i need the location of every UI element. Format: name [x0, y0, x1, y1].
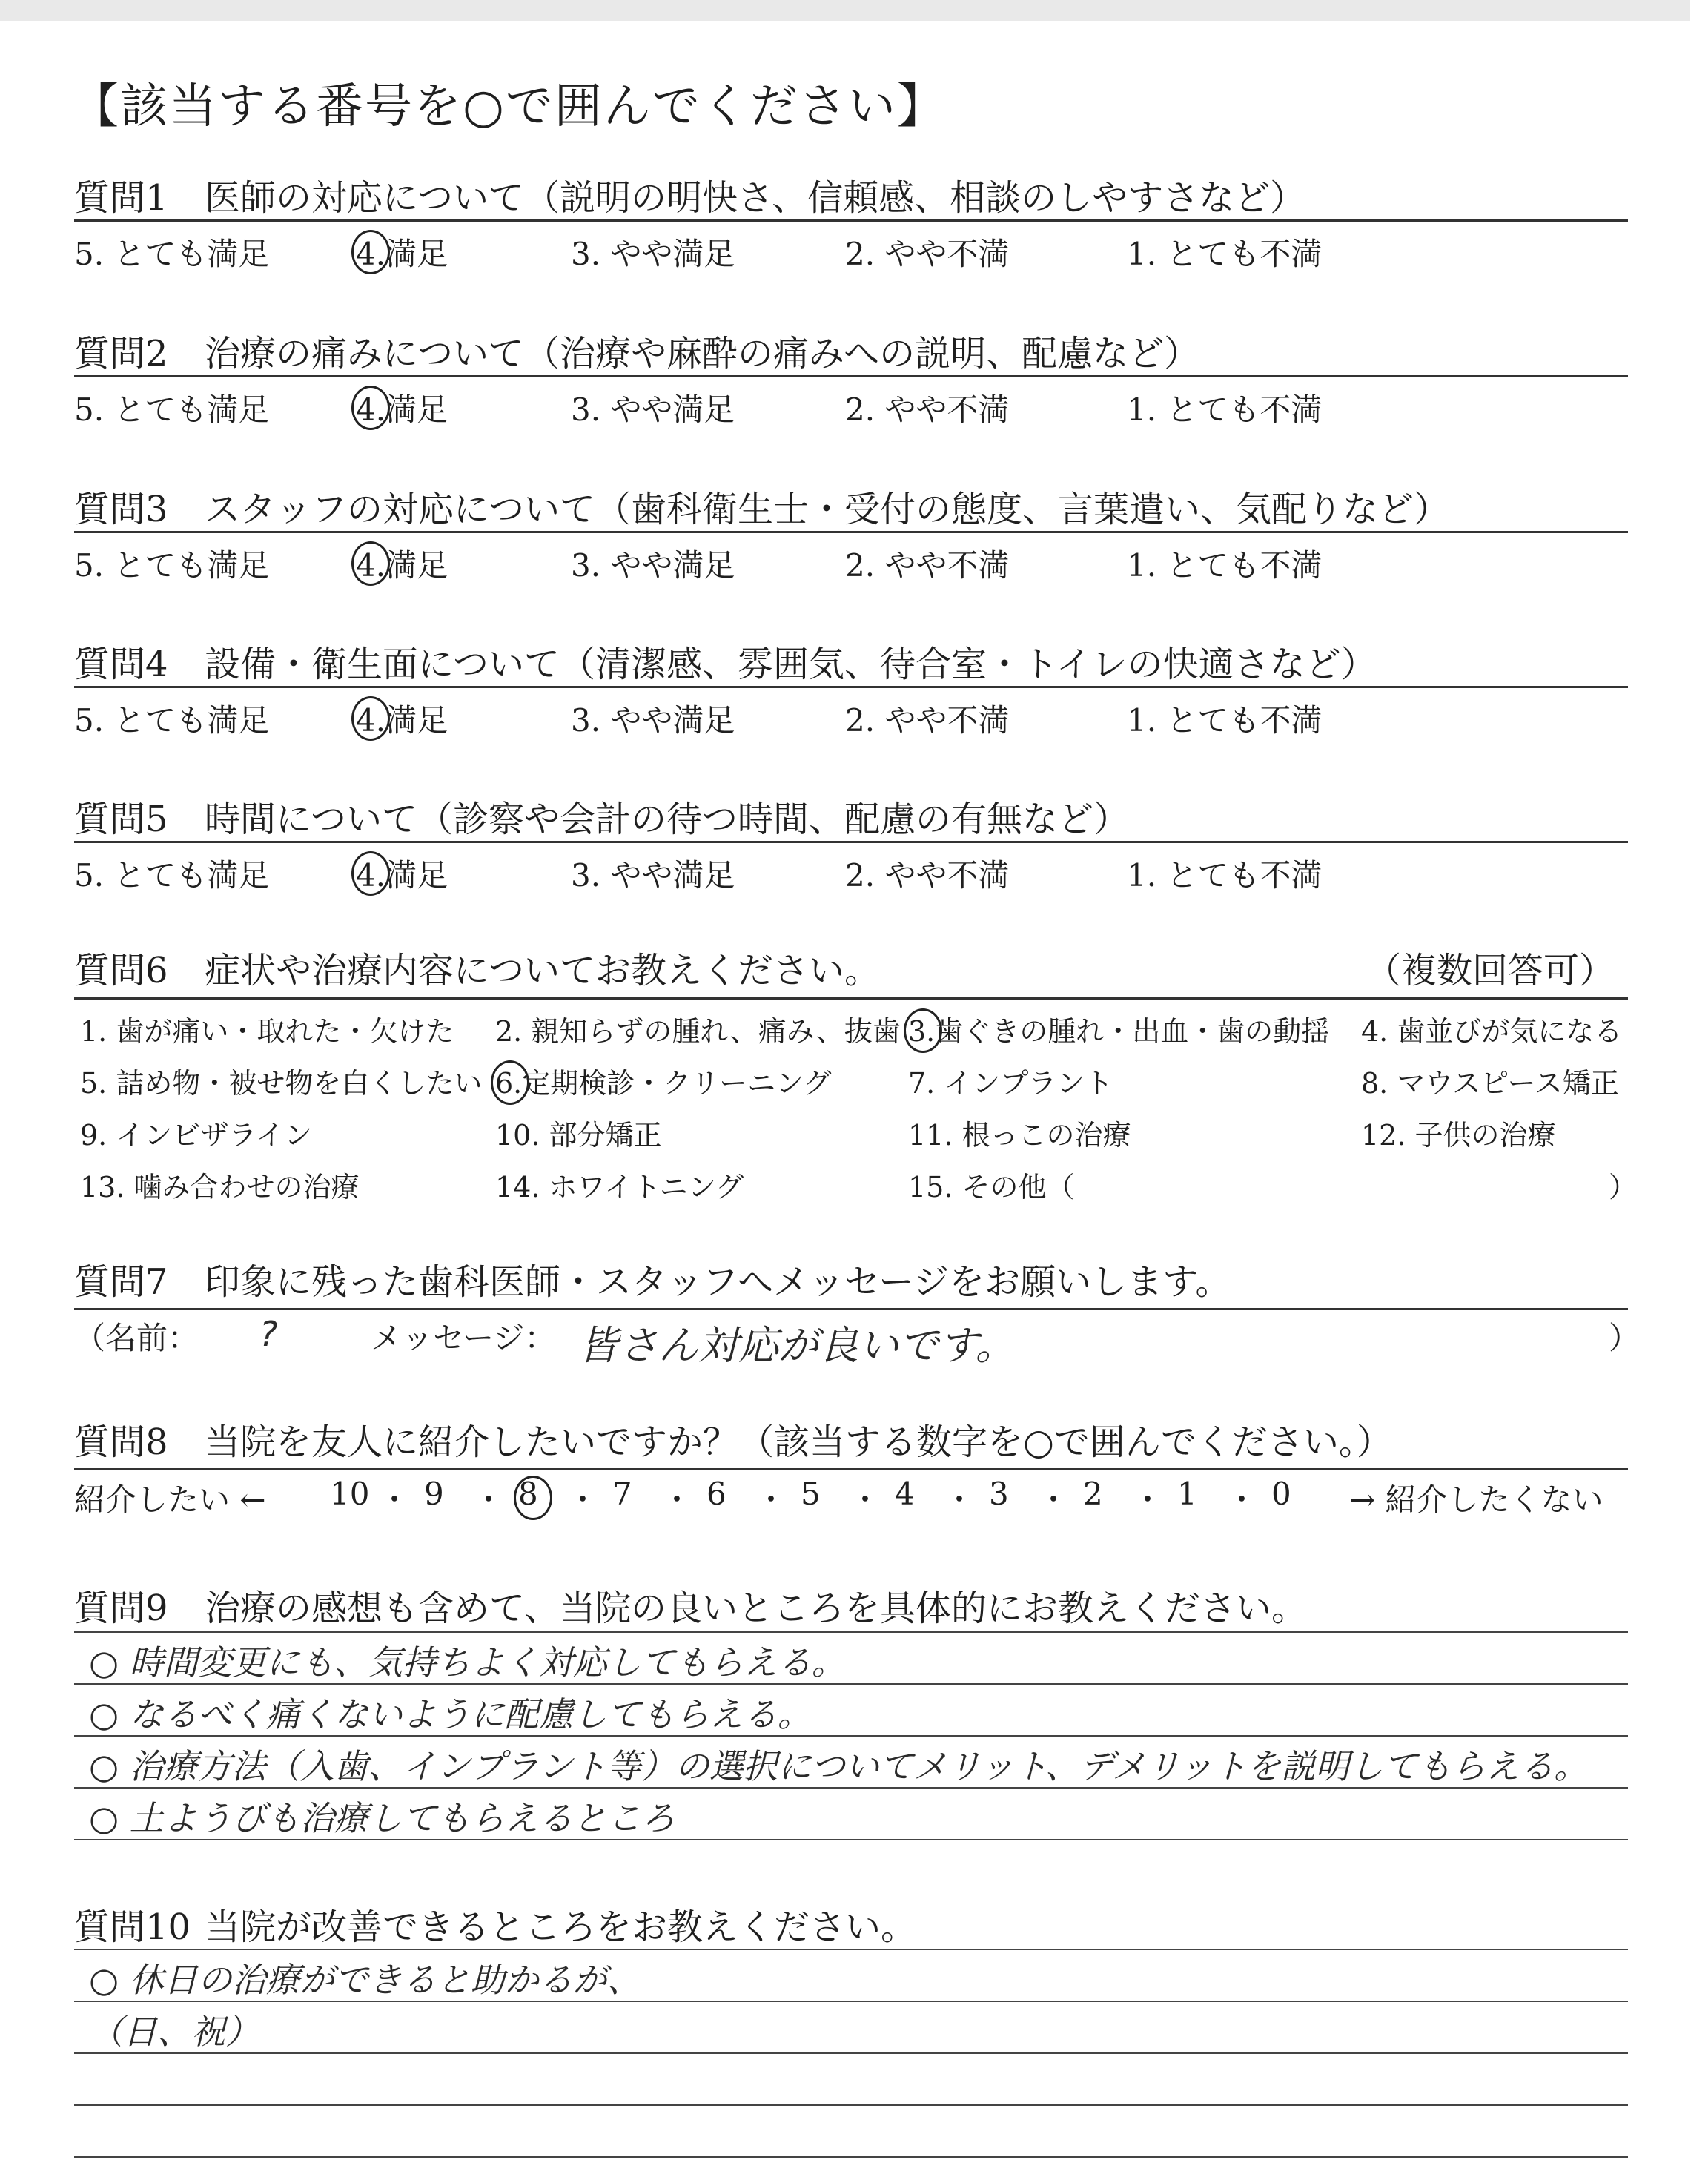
scale-right-label: → 紹介したくない — [1349, 1482, 1603, 1518]
symptom-option[interactable]: 13. 噛み合わせの治療 — [80, 1171, 360, 1203]
message-label: メッセージ： — [371, 1320, 556, 1356]
handwritten-answer: ○ 土ようびも治療してもらえるところ — [89, 1798, 675, 1838]
satisfaction-option[interactable]: 1. とても不満 — [1127, 857, 1323, 894]
question-3-title — [74, 480, 1449, 532]
scale-value[interactable]: 9 — [424, 1476, 444, 1512]
satisfaction-options — [74, 851, 1409, 896]
symptom-option[interactable]: 4. 歯並びが気になる — [1361, 1015, 1623, 1048]
question-8-title — [74, 1413, 1392, 1464]
handwritten-answer: （日、祝） — [89, 2012, 259, 2052]
question-text: 治療の感想も含めて、当院の良いところを具体的にお教えください。 — [205, 1588, 1308, 1629]
satisfaction-options — [74, 386, 1409, 430]
symptom-option[interactable]: 7. インプラント — [908, 1067, 1113, 1100]
scale-value[interactable]: 4 — [895, 1476, 915, 1512]
satisfaction-options — [74, 230, 1409, 274]
question-2-title — [74, 325, 1199, 376]
question-7-title — [74, 1253, 1231, 1304]
symptom-option[interactable]: 2. 親知らずの腫れ、痛み、抜歯 — [495, 1015, 901, 1048]
other-close-paren: ） — [1609, 1171, 1638, 1203]
question-2-rule — [74, 375, 1628, 377]
question-number: 質問10 — [74, 1906, 191, 1948]
symptom-option[interactable]: 6.定期検診・クリーニング — [495, 1060, 832, 1101]
satisfaction-option[interactable]: 3. やや満足 — [571, 236, 735, 272]
scale-left-label: 紹介したい ← — [74, 1482, 266, 1518]
symptom-option[interactable]: 11. 根っこの治療 — [908, 1119, 1131, 1152]
answer-line — [74, 1949, 1628, 1950]
question-4-title — [74, 635, 1377, 687]
handwritten-answer: ○ 休日の治療ができると助かるが、 — [89, 1960, 641, 2000]
name-label: （名前： — [74, 1320, 199, 1356]
scale-separator: ・ — [850, 1482, 881, 1518]
question-number: 質問2 — [74, 333, 168, 374]
question-number: 質問7 — [74, 1261, 168, 1303]
question-6-note: （複数回答可） — [1366, 950, 1615, 991]
question-number: 質問5 — [74, 799, 168, 840]
satisfaction-option[interactable]: 2. やや不満 — [845, 547, 1010, 584]
message-close-paren: ） — [1609, 1320, 1641, 1356]
satisfaction-option[interactable]: 1. とても不満 — [1127, 547, 1323, 584]
question-8-rule — [74, 1468, 1628, 1470]
scale-separator: ・ — [379, 1482, 411, 1518]
answer-line — [74, 2104, 1628, 2106]
satisfaction-option[interactable]: 4.満足 — [356, 386, 448, 430]
scale-value[interactable]: 10 — [330, 1476, 370, 1512]
recommend-scale — [74, 1476, 1631, 1520]
symptom-option[interactable]: 10. 部分矯正 — [495, 1119, 662, 1152]
question-number: 質問8 — [74, 1421, 168, 1463]
question-3-rule — [74, 531, 1628, 533]
satisfaction-option[interactable]: 5. とても満足 — [74, 702, 270, 739]
symptom-option[interactable]: 3.歯ぐきの腫れ・出血・歯の動揺 — [908, 1008, 1329, 1049]
question-number: 質問6 — [74, 950, 168, 991]
question-4-rule — [74, 686, 1628, 688]
question-number: 質問9 — [74, 1588, 168, 1629]
question-6-rule — [74, 997, 1628, 1000]
question-number: 質問1 — [74, 177, 168, 219]
satisfaction-option[interactable]: 4.満足 — [356, 696, 448, 741]
question-5-title — [74, 790, 1129, 842]
question-text: 印象に残った歯科医師・スタッフへメッセージをお願いします。 — [205, 1261, 1231, 1303]
scale-value[interactable]: 0 — [1271, 1476, 1291, 1512]
symptom-option[interactable]: 5. 詰め物・被せ物を白くしたい — [80, 1067, 483, 1100]
satisfaction-option[interactable]: 1. とても不満 — [1127, 702, 1323, 739]
handwritten-answer: ○ 治療方法（入歯、インプラント等）の選択についてメリット、デメリットを説明してもらえる。 — [89, 1746, 1589, 1786]
scale-value[interactable]: 1 — [1177, 1476, 1197, 1512]
question-text: 症状や治療内容についてお教えください。 — [205, 950, 881, 991]
symptom-option[interactable]: 15. その他（ — [908, 1171, 1075, 1203]
satisfaction-option[interactable]: 2. やや不満 — [845, 857, 1010, 894]
satisfaction-option[interactable]: 3. やや満足 — [571, 547, 735, 584]
scale-separator: ・ — [755, 1482, 787, 1518]
question-5-rule — [74, 841, 1628, 843]
scale-value[interactable]: 6 — [706, 1476, 726, 1512]
scale-value[interactable]: 5 — [801, 1476, 821, 1512]
scan-top-edge — [0, 0, 1690, 21]
symptom-option[interactable]: 9. インビザライン — [80, 1119, 313, 1152]
scale-separator: ・ — [567, 1482, 599, 1518]
scale-value[interactable]: 7 — [612, 1476, 632, 1512]
scale-value[interactable]: 2 — [1083, 1476, 1103, 1512]
question-text: 当院を友人に紹介したいですか？（該当する数字を○で囲んでください。） — [205, 1421, 1392, 1463]
handwritten-answer: ○ 時間変更にも、気持ちよく対応してもらえる。 — [89, 1642, 846, 1682]
satisfaction-option[interactable]: 3. やや満足 — [571, 392, 735, 428]
question-text: スタッフの対応について（歯科衛生士・受付の態度、言葉遣い、気配りなど） — [205, 489, 1450, 530]
scale-separator: ・ — [661, 1482, 693, 1518]
satisfaction-option[interactable]: 5. とても満足 — [74, 857, 270, 894]
satisfaction-options — [74, 541, 1409, 586]
question-1-title — [74, 169, 1305, 220]
satisfaction-option[interactable]: 4.満足 — [356, 230, 448, 274]
question-10-title — [74, 1898, 916, 1949]
question-text: 医師の対応について（説明の明快さ、信頼感、相談のしやすさなど） — [205, 177, 1306, 219]
scale-separator: ・ — [944, 1482, 976, 1518]
satisfaction-option[interactable]: 5. とても満足 — [74, 547, 270, 584]
satisfaction-option[interactable]: 3. やや満足 — [571, 857, 735, 894]
question-6-title — [74, 942, 880, 993]
satisfaction-option[interactable]: 2. やや不満 — [845, 392, 1010, 428]
question-text: 設備・衛生面について（清潔感、雰囲気、待合室・トイレの快適さなど） — [205, 644, 1377, 685]
question-number: 質問4 — [74, 644, 168, 685]
question-text: 治療の痛みについて（治療や麻酔の痛みへの説明、配慮など） — [205, 333, 1200, 374]
scale-value[interactable]: 8 — [518, 1476, 538, 1512]
satisfaction-option[interactable]: 2. やや不満 — [845, 702, 1010, 739]
satisfaction-option[interactable]: 1. とても不満 — [1127, 392, 1323, 428]
message-value: 皆さん対応が良いです。 — [578, 1322, 1016, 1369]
satisfaction-option[interactable]: 5. とても満足 — [74, 236, 270, 272]
symptom-option[interactable]: 1. 歯が痛い・取れた・欠けた — [80, 1015, 454, 1048]
question-9-title — [74, 1579, 1307, 1631]
question-text: 時間について（診察や会計の待つ時間、配慮の有無など） — [205, 799, 1130, 840]
symptom-option[interactable]: 12. 子供の治療 — [1361, 1119, 1556, 1152]
scale-separator: ・ — [1132, 1482, 1164, 1518]
satisfaction-option[interactable]: 5. とても満足 — [74, 392, 270, 428]
symptom-option[interactable]: 14. ホワイトニング — [495, 1171, 744, 1203]
answer-line — [74, 2156, 1628, 2158]
scale-separator: ・ — [473, 1482, 505, 1518]
satisfaction-option[interactable]: 4.満足 — [356, 541, 448, 586]
scale-value[interactable]: 3 — [989, 1476, 1009, 1512]
answer-line — [74, 2052, 1628, 2054]
symptom-option[interactable]: 8. マウスピース矯正 — [1361, 1067, 1619, 1100]
satisfaction-option[interactable]: 1. とても不満 — [1127, 236, 1323, 272]
satisfaction-option[interactable]: 4.満足 — [356, 851, 448, 896]
name-value: ? — [259, 1314, 278, 1354]
satisfaction-option[interactable]: 2. やや不満 — [845, 236, 1010, 272]
satisfaction-option[interactable]: 3. やや満足 — [571, 702, 735, 739]
satisfaction-options — [74, 696, 1409, 741]
question-7-rule — [74, 1308, 1628, 1310]
question-number: 質問3 — [74, 489, 168, 530]
question-1-rule — [74, 219, 1628, 222]
question-text: 当院が改善できるところをお教えください。 — [205, 1906, 917, 1948]
answer-line — [74, 1631, 1628, 1633]
form-instruction: 【該当する番号を○で囲んでください】 — [71, 79, 946, 134]
scale-separator: ・ — [1038, 1482, 1070, 1518]
scale-separator: ・ — [1226, 1482, 1258, 1518]
handwritten-answer: ○ なるべく痛くないように配慮してもらえる。 — [89, 1694, 812, 1734]
